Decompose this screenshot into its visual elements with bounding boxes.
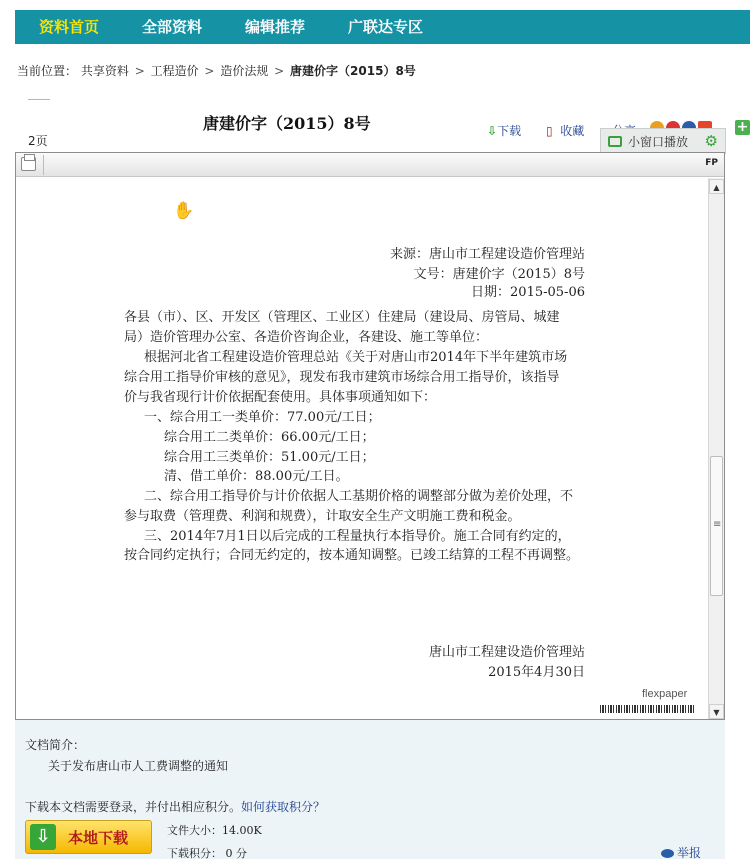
doc-line: 价与我省现行计价依据配套使用。具体事项通知如下： [124,390,437,405]
doc-line: 综合用工二类单价：66.00元/工日； [164,430,375,445]
viewer-toolbar [16,153,724,177]
doc-line: 二、综合用工指导价与计价依据人工基期价格的调整部分做为差价处理，不 [144,489,574,504]
gear-icon[interactable]: ⚙ [704,132,718,150]
doc-line: 三、2014年7月1日以后完成的工程量执行本指导价。施工合同有约定的， [144,529,571,544]
doc-line: 参与取费（管理费、利润和规费），计取安全生产文明施工费和税金。 [124,509,521,524]
breadcrumb-item[interactable]: 共享资料 [80,64,129,78]
favorite-link[interactable]: ▯ 收藏 [546,124,585,138]
breadcrumb-item[interactable]: 造价法规 [220,64,269,78]
mini-window-button[interactable]: 小窗口播放 ⚙ [600,128,726,154]
doc-sign-date: 2015年4月30日 [488,665,585,680]
top-nav [15,10,750,44]
divider [28,99,50,100]
nav-item-glodon[interactable]: 广联达专区 [348,18,424,36]
breadcrumb-current: 唐建价字（2015）8号 [290,64,416,78]
tv-icon [608,136,622,147]
document-viewer [15,152,725,720]
doc-date: 日期：2015-05-06 [471,285,585,300]
intro-text: 关于发布唐山市人工费调整的通知 [48,759,229,773]
intro-label: 文档简介： [25,738,86,752]
vertical-scrollbar[interactable] [708,178,724,719]
login-note: 下载本文档需要登录，并付出相应积分。如何获取积分？ [25,800,326,814]
print-icon[interactable] [21,157,36,171]
report-icon [661,849,674,858]
scroll-down-arrow-icon[interactable]: ▼ [709,704,724,719]
barcode [600,705,696,713]
breadcrumb-item[interactable]: 工程造价 [150,64,199,78]
breadcrumb-separator: > [204,64,215,78]
download-arrow-icon: ⇩ [487,124,498,138]
scroll-up-arrow-icon[interactable]: ▲ [709,179,724,194]
document-title: 唐建价字（2015）8号 [203,114,371,133]
document-icon: ▯ [546,124,553,138]
doc-line: 一、综合用工一类单价：77.00元/工日； [144,410,381,425]
flexpaper-brand: flexpaper [642,688,688,700]
breadcrumb-separator: > [274,64,285,78]
breadcrumb [17,62,416,79]
doc-line: 综合用工指导价审核的意见》，现发布我市建筑市场综合用工指导价，该指导 [124,370,560,385]
doc-source: 来源：唐山市工程建设造价管理站 [389,247,585,262]
toolbar-divider [43,155,44,175]
nav-item-recommended[interactable]: 编辑推荐 [245,18,306,36]
doc-line: 按合同约定执行；合同无约定的，按本通知调整。已竣工结算的工程不再调整。 [124,548,580,563]
download-link[interactable]: ⇩下载 [487,124,522,138]
doc-line: 综合用工三类单价：51.00元/工日； [164,450,375,465]
get-points-link[interactable]: 如何获取积分？ [241,800,326,814]
doc-line: 局）造价管理办公室、各造价咨询企业，各建设、施工等单位： [124,330,489,345]
plus-icon[interactable]: + [736,119,749,135]
hand-cursor-icon: ✋ [173,201,195,221]
info-panel [15,720,725,859]
breadcrumb-separator: > [134,64,145,78]
fp-label: FP [705,158,718,168]
doc-signature: 唐山市工程建设造价管理站 [428,645,585,660]
doc-line: 根据河北省工程建设造价管理总站《关于对唐山市2014年下半年建筑市场 [144,350,568,365]
doc-line: 各县（市）、区、开发区（管理区、工业区）住建局（建设局、房管局、城建 [124,310,560,325]
nav-item-home[interactable]: 资料首页 [39,18,100,36]
doc-line: 清、借工单价：88.00元/工日。 [164,469,349,484]
local-download-button[interactable]: ⇩ 本地下载 [25,820,152,854]
nav-item-all[interactable]: 全部资料 [142,18,203,36]
breadcrumb-prefix: 当前位置： [17,64,78,78]
report-link[interactable]: 举报 [661,844,701,859]
download-points: 下载积分： 0 分 [167,847,247,859]
page-count: 2页 [28,134,48,148]
scroll-thumb[interactable] [710,456,723,596]
file-size: 文件大小：14.00K [167,824,262,837]
download-arrow-icon: ⇩ [30,824,56,850]
doc-number: 文号：唐建价字（2015）8号 [413,267,585,282]
